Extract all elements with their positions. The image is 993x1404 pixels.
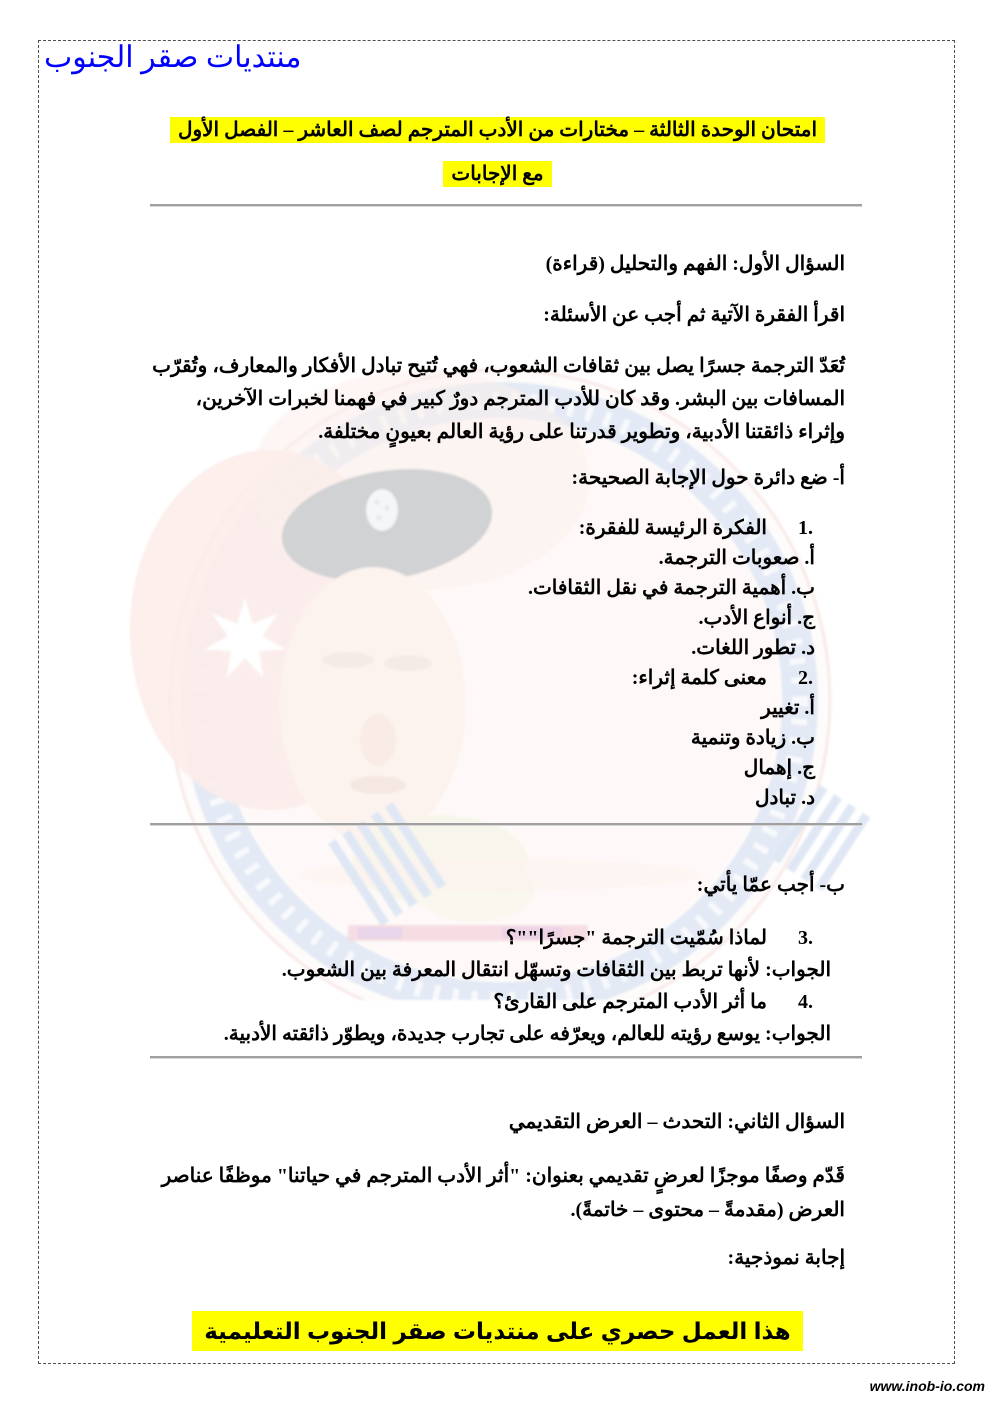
part-b-qa-list: [150, 922, 845, 1050]
question-text: لماذا سُمّيت الترجمة "جسرًا""؟: [505, 927, 767, 949]
option-1a: أ. صعوبات الترجمة.: [658, 547, 815, 569]
site-name: منتديات صقر الجنوب: [44, 41, 302, 74]
exam-title-line1: امتحان الوحدة الثالثة – مختارات من الأدب المترجم لصف العاشر – الفصل الأول: [170, 117, 825, 143]
question2-task: قَدّم وصفًا موجزًا لعرضٍ تقديمي بعنوان: "أثر الأدب المترجم في حياتنا" موظفًا عناصر العرض (مقدمةً – محتوى – خاتمةً).: [161, 1165, 845, 1221]
question-number: 2.: [798, 667, 813, 689]
answer-3: الجواب: لأنها تربط بين الثقافات وتسهّل انتقال المعرفة بين الشعوب.: [281, 959, 831, 981]
document-content: [150, 108, 845, 1351]
option-1d: د. تطور اللغات.: [691, 637, 815, 659]
answer-4: الجواب: يوسع رؤيته للعالم، ويعرّفه على تجارب جديدة، ويطوّر ذائقته الأدبية.: [223, 1023, 831, 1045]
option-2b: ب. زيادة وتنمية: [690, 727, 815, 749]
model-answer-label: إجابة نموذجية:: [727, 1247, 845, 1269]
exam-title-line1-wrap: [150, 108, 845, 152]
question2-heading: السؤال الثاني: التحدث – العرض التقديمي: [508, 1111, 845, 1133]
divider-bottom: [150, 1056, 862, 1059]
part-a-heading: أ- ضع دائرة حول الإجابة الصحيحة:: [571, 467, 845, 489]
question-number: 4.: [798, 991, 813, 1013]
exclusive-banner: هذا العمل حصري على منتديات صقر الجنوب التعليمية: [192, 1311, 803, 1351]
question-text: الفكرة الرئيسة للفقرة:: [578, 517, 767, 539]
option-2d: د. تبادل: [754, 787, 815, 809]
option-2a: أ. تغيير: [761, 697, 815, 719]
divider-top: [150, 204, 862, 207]
option-1c: ج. أنواع الأدب.: [698, 607, 815, 629]
question1-passage: تُعَدّ الترجمة جسرًا يصل بين ثقافات الشعوب، فهي تُتيح تبادل الأفكار والمعارف، وتُقرّب المسافات بين البشر. وقد كان للأدب المترجم دورٌ كبير في فهمنا لخبرات الآخرين، وإثراء ذائقتنا الأدبية، وتطوير قدرتنا على رؤية العالم بعيونٍ مختلفة.: [152, 355, 845, 443]
footer-url: www.inob-io.com: [869, 1378, 985, 1394]
divider-middle: [150, 823, 862, 826]
question-item-1: [150, 513, 845, 543]
question-text: ما أثر الأدب المترجم على القارئ؟: [493, 991, 767, 1013]
question-number: 1.: [798, 517, 813, 539]
option-1b: ب. أهمية الترجمة في نقل الثقافات.: [527, 577, 815, 599]
exam-title-line2: مع الإجابات: [443, 161, 551, 187]
option-2c: ج. إهمال: [743, 757, 815, 779]
question-item-2: [150, 663, 845, 693]
exam-title-line2-wrap: [150, 152, 845, 196]
question-number: 3.: [798, 927, 813, 949]
question-item-3: [150, 922, 845, 954]
part-b-heading: ب- أجب عمّا يأتي:: [696, 874, 845, 896]
question-text: معنى كلمة إثراء:: [631, 667, 767, 689]
question1-heading: السؤال الأول: الفهم والتحليل (قراءة): [545, 253, 845, 275]
question1-instruction: اقرأ الفقرة الآتية ثم أجب عن الأسئلة:: [543, 304, 845, 326]
exclusive-banner-wrap: [150, 1311, 845, 1351]
question-item-4: [150, 986, 845, 1018]
